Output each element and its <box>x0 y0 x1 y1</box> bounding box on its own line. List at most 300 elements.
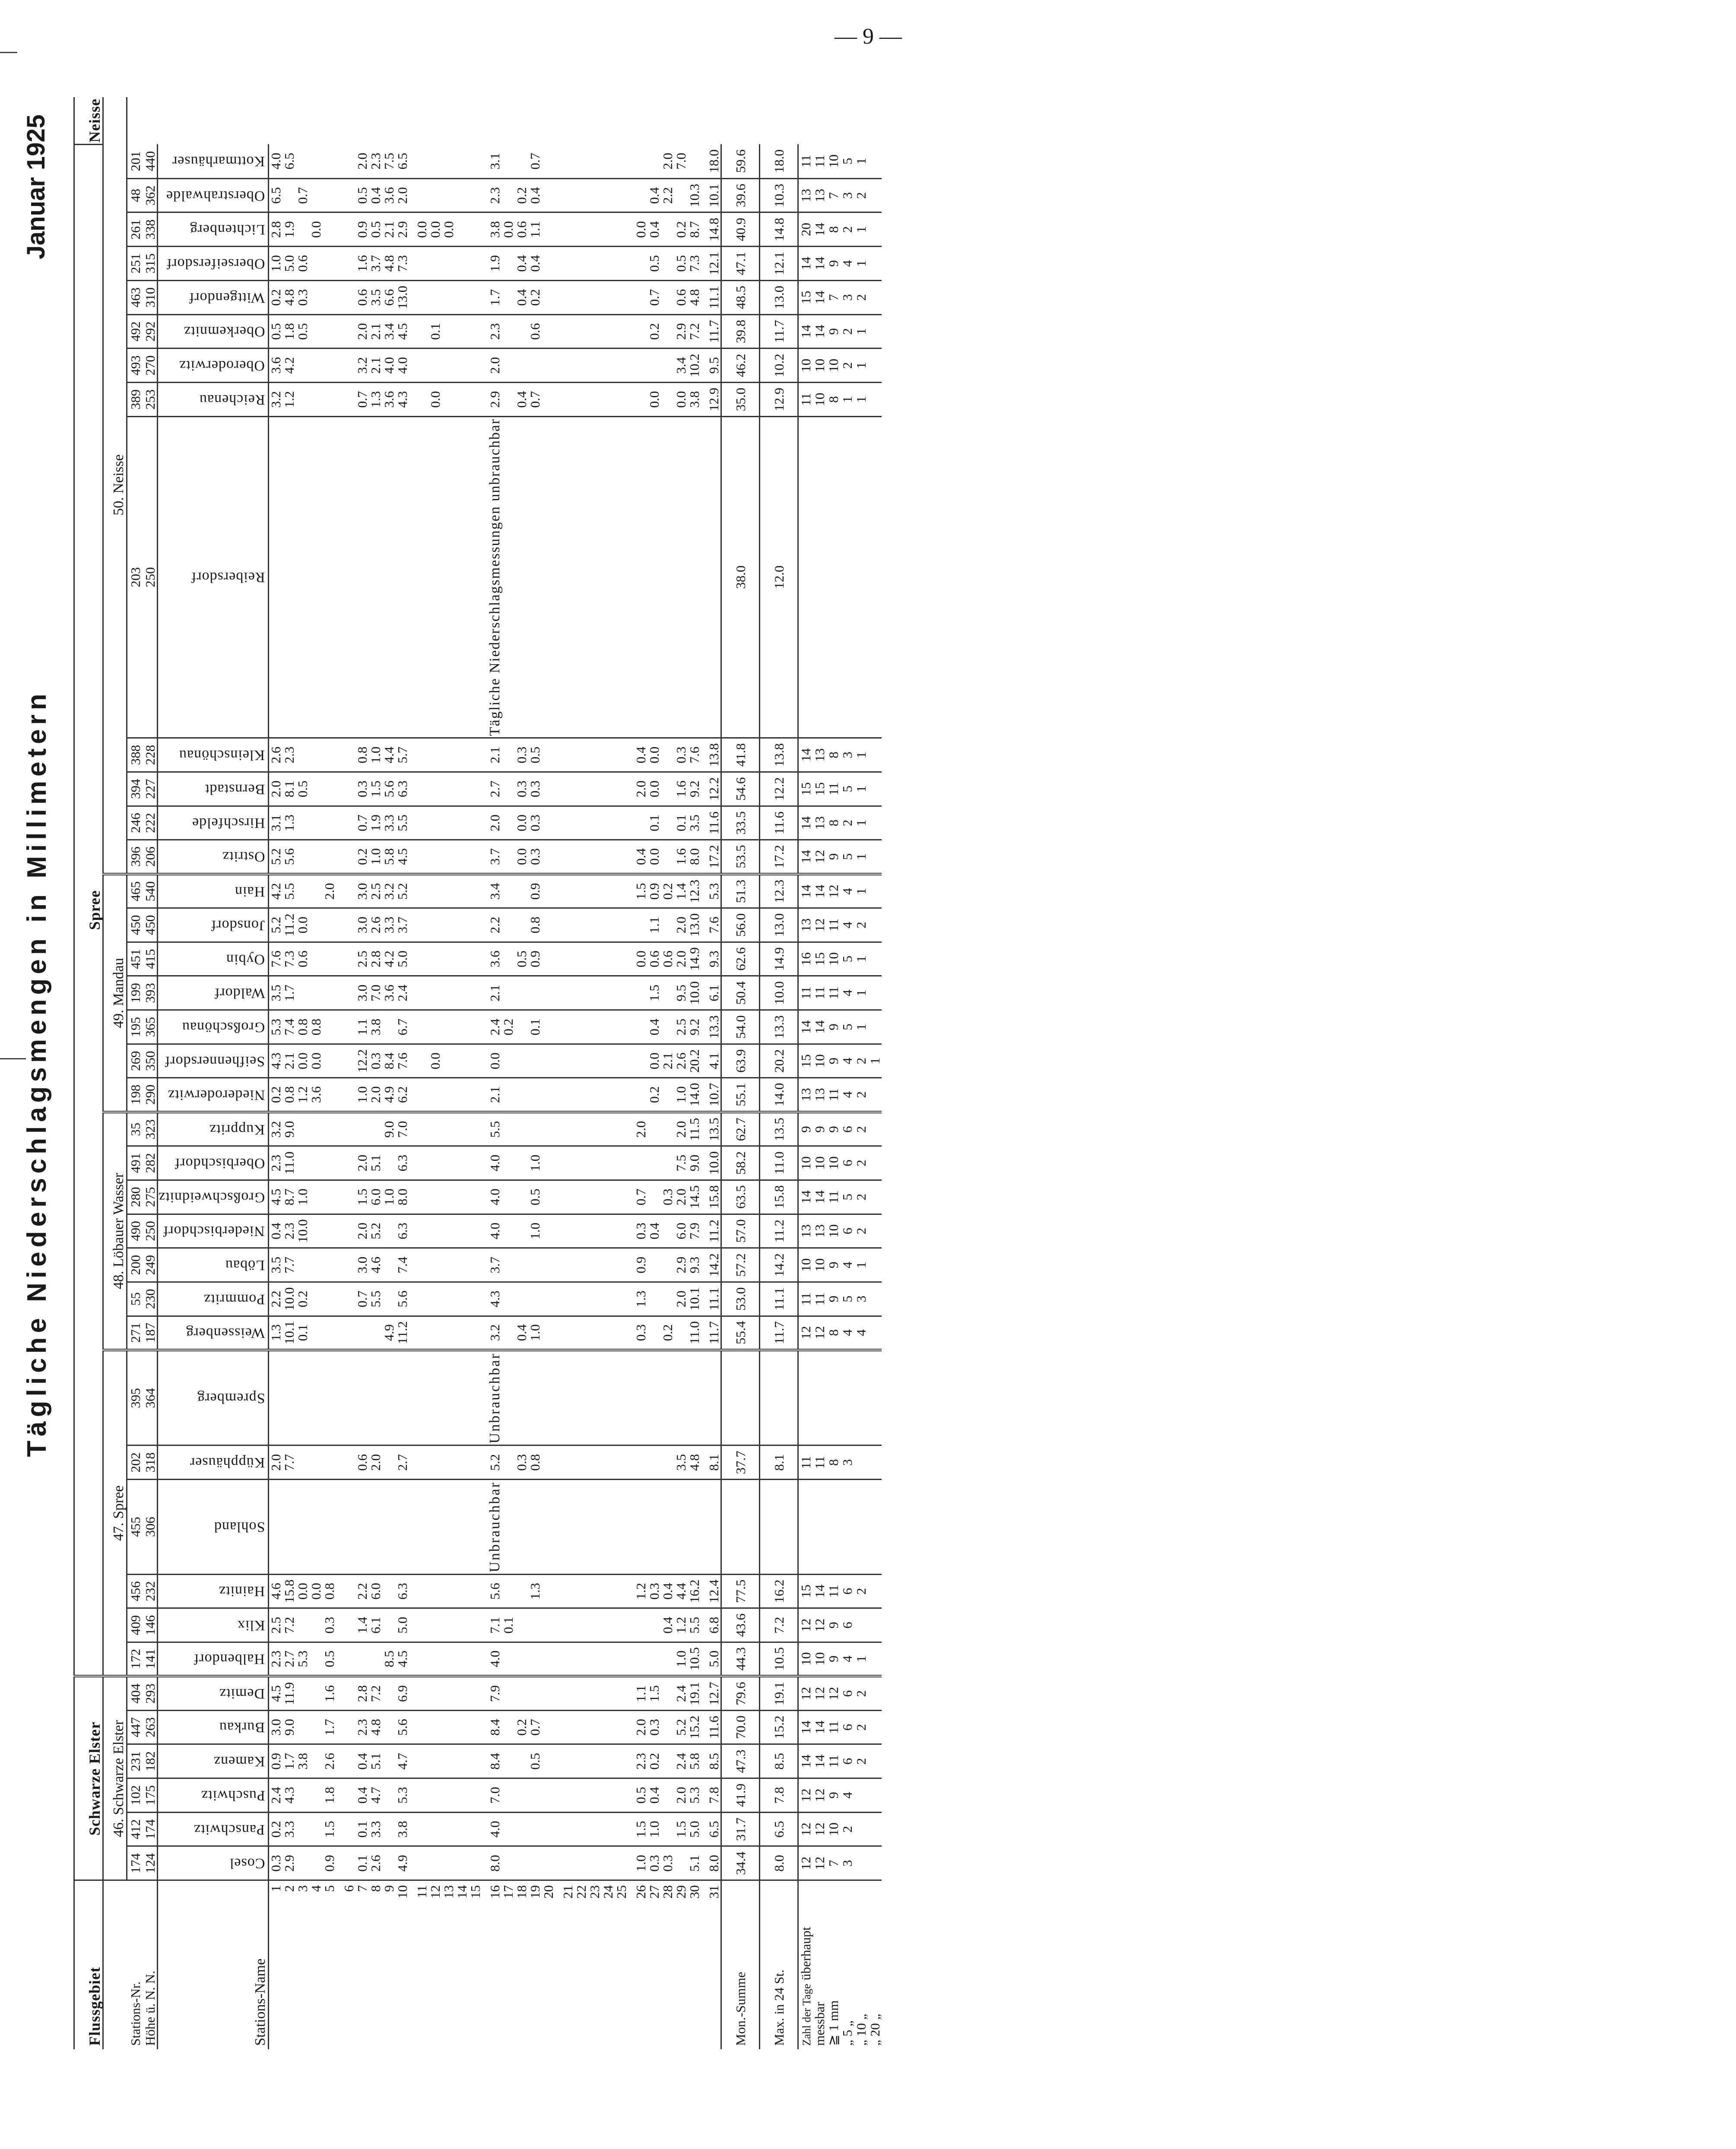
precip-value: 7.3 <box>688 247 701 281</box>
precip-value <box>615 1316 628 1350</box>
gap-cell <box>336 874 342 908</box>
precip-value <box>674 1846 688 1880</box>
precip-value <box>309 1812 323 1846</box>
precip-value: 0.0 <box>309 212 323 247</box>
precip-value <box>415 738 428 772</box>
precip-value: 3.6 <box>382 976 396 1010</box>
count-value <box>854 1350 868 1445</box>
precip-value: 8.5 <box>382 1642 396 1677</box>
precip-value <box>561 840 574 874</box>
precip-value: 6.7 <box>396 1010 409 1044</box>
count-row-label: „ 5 „ <box>839 2020 855 2046</box>
station-name-cell <box>158 212 269 247</box>
station-hoehe: 141 <box>142 1642 158 1677</box>
count-value: 2 <box>840 806 854 840</box>
precip-value: 8.0 <box>488 1846 501 1880</box>
precip-value: 10.1 <box>707 178 721 212</box>
station-nr: 251 <box>127 247 143 281</box>
station-hoehe: 350 <box>142 1044 158 1078</box>
count-value: 10 <box>826 1146 840 1180</box>
precip-value: 0.2 <box>647 314 661 349</box>
precip-value <box>415 1248 428 1282</box>
precip-value <box>415 1744 428 1778</box>
precip-value <box>574 874 588 908</box>
precip-value: 7.0 <box>674 144 688 178</box>
precip-value: 0.2 <box>515 178 528 212</box>
precip-value: 3.3 <box>282 1812 296 1846</box>
gap-cell <box>409 874 415 908</box>
precip-value: 5.6 <box>382 772 396 806</box>
precip-value: 0.0 <box>415 212 428 247</box>
precip-value <box>574 1282 588 1316</box>
precip-value: 9.0 <box>282 1710 296 1744</box>
station-nr: 174 <box>127 1846 143 1880</box>
station-hoehe: 282 <box>142 1146 158 1180</box>
basin-header: Schwarze Elster <box>74 1676 103 1880</box>
precip-value: 5.2 <box>369 1214 382 1248</box>
precip-value: 3.0 <box>355 908 369 942</box>
gap-cell <box>555 840 561 874</box>
precip-value <box>342 806 355 840</box>
precip-value: 0.1 <box>674 806 688 840</box>
station-hoehe: 293 <box>142 1676 158 1710</box>
count-value: 9 <box>826 1044 840 1078</box>
count-value: 4 <box>840 874 854 908</box>
precip-value: 12.9 <box>707 382 721 416</box>
precip-value <box>634 1044 647 1078</box>
count-value: 3 <box>840 1846 854 1880</box>
precip-value: 2.0 <box>323 874 336 908</box>
summary-value <box>721 1480 760 1574</box>
count-value: 10 <box>812 1248 826 1282</box>
precip-value <box>342 212 355 247</box>
precip-value <box>615 1812 628 1846</box>
precip-value <box>469 840 482 874</box>
summary-value <box>721 1350 760 1445</box>
precip-value: 2.0 <box>674 1180 688 1214</box>
precip-value <box>469 1214 482 1248</box>
precip-value: 1.2 <box>674 1608 688 1642</box>
gap-cell <box>555 280 561 314</box>
precip-value: 2.1 <box>488 976 501 1010</box>
precip-value: 0.6 <box>296 247 309 281</box>
precip-value: 0.0 <box>296 1574 309 1608</box>
count-value <box>812 1350 826 1445</box>
station-name-cell <box>158 738 269 772</box>
precip-value <box>561 772 574 806</box>
precip-value: 19.1 <box>688 1676 701 1710</box>
precip-value <box>369 1642 382 1677</box>
station-name-cell <box>158 806 269 840</box>
precip-value <box>469 976 482 1010</box>
precip-value <box>469 738 482 772</box>
precip-value: 4.9 <box>382 1316 396 1350</box>
count-value: 1 <box>854 382 868 416</box>
count-value: 10 <box>812 349 826 383</box>
precip-value <box>415 772 428 806</box>
station-nr: 455 <box>127 1480 143 1574</box>
precip-value: 0.3 <box>661 1180 674 1214</box>
precip-value: 7.5 <box>382 144 396 178</box>
precip-value <box>615 178 628 212</box>
precip-value <box>469 874 482 908</box>
precip-value <box>501 1778 515 1813</box>
precip-value <box>542 840 555 874</box>
precip-value: 7.2 <box>369 1676 382 1710</box>
precip-value: 11.7 <box>707 314 721 349</box>
precip-value: 7.2 <box>282 1608 296 1642</box>
summary-value: 63.9 <box>721 1044 760 1078</box>
gap-cell <box>336 1608 342 1642</box>
day-number: 11 <box>414 1885 430 1899</box>
precip-value <box>574 144 588 178</box>
precip-value <box>674 178 688 212</box>
precip-value <box>501 1214 515 1248</box>
precip-value <box>323 314 336 349</box>
precip-value <box>574 1744 588 1778</box>
precip-value: 5.0 <box>707 1642 721 1677</box>
precip-value <box>415 1078 428 1112</box>
precip-value: 3.8 <box>369 1010 382 1044</box>
summary-value: 16.2 <box>760 1574 798 1608</box>
precip-value: 0.4 <box>647 178 661 212</box>
gap-cell <box>336 212 342 247</box>
count-value <box>868 212 882 247</box>
precip-value: 2.0 <box>634 772 647 806</box>
summary-value: 7.8 <box>760 1778 798 1813</box>
station-nr: 388 <box>127 738 143 772</box>
count-value: 10 <box>826 144 840 178</box>
precip-value: 1.0 <box>674 1078 688 1112</box>
precip-value: 6.0 <box>674 1214 688 1248</box>
precip-value: 2.4 <box>269 1778 283 1813</box>
count-value: 4 <box>840 1642 854 1677</box>
precip-value: 0.2 <box>647 1744 661 1778</box>
precip-value: 0.1 <box>355 1812 369 1846</box>
precip-value <box>574 840 588 874</box>
gap-cell <box>336 806 342 840</box>
rotated-table-frame <box>22 97 1641 2049</box>
gap-cell <box>409 247 415 281</box>
precip-value <box>309 738 323 772</box>
precip-value: 20.2 <box>688 1044 701 1078</box>
precip-value: 3.5 <box>674 1445 688 1480</box>
count-value: 9 <box>826 314 840 349</box>
precip-value: 0.7 <box>528 144 542 178</box>
precip-value <box>442 1248 455 1282</box>
precip-value <box>442 1146 455 1180</box>
precip-value <box>561 1710 574 1744</box>
count-value <box>826 416 840 738</box>
count-value <box>868 738 882 772</box>
precip-value: 12.4 <box>707 1574 721 1608</box>
summary-value: 19.1 <box>760 1676 798 1710</box>
precip-value: 3.4 <box>674 349 688 383</box>
summary-value: 31.7 <box>721 1812 760 1846</box>
summary-value: 40.9 <box>721 212 760 247</box>
precip-value: 2.0 <box>634 1710 647 1744</box>
station-hoehe: 227 <box>142 772 158 806</box>
gap-cell <box>555 1146 561 1180</box>
precip-value <box>296 144 309 178</box>
precip-value <box>296 1445 309 1480</box>
precip-value: 3.7 <box>396 908 409 942</box>
gap-cell <box>336 1010 342 1044</box>
precip-value <box>501 738 515 772</box>
station-name: Reichenau <box>199 391 265 408</box>
count-value: 9 <box>826 1112 840 1146</box>
precip-value <box>588 1744 601 1778</box>
precip-value <box>415 1778 428 1813</box>
precip-value <box>323 1248 336 1282</box>
precip-value <box>469 1180 482 1214</box>
count-value <box>868 280 882 314</box>
precip-value: 1.8 <box>282 314 296 349</box>
precip-value <box>323 349 336 383</box>
precip-value: 6.5 <box>282 144 296 178</box>
station-nr: 447 <box>127 1710 143 1744</box>
precip-value: 0.1 <box>647 806 661 840</box>
precip-value <box>455 1078 469 1112</box>
precip-value <box>428 874 442 908</box>
station-name: Pommritz <box>203 1291 265 1307</box>
gap-cell <box>555 1248 561 1282</box>
day-number: 27 <box>647 1885 662 1899</box>
precip-value <box>455 1248 469 1282</box>
precip-value: 0.0 <box>428 1044 442 1078</box>
precip-value: 0.3 <box>647 1574 661 1608</box>
precip-value <box>601 280 615 314</box>
precip-value: 0.2 <box>674 212 688 247</box>
precip-value: 0.3 <box>647 1710 661 1744</box>
precip-value: 5.3 <box>296 1642 309 1677</box>
precip-value <box>574 942 588 976</box>
precip-value: 0.8 <box>282 1078 296 1112</box>
precip-value <box>442 1642 455 1677</box>
precip-value: 1.3 <box>282 806 296 840</box>
precip-value <box>515 1078 528 1112</box>
precip-value: 0.7 <box>634 1180 647 1214</box>
precip-value <box>615 806 628 840</box>
precip-value: 11.6 <box>707 806 721 840</box>
precip-value <box>542 1744 555 1778</box>
precip-value <box>588 738 601 772</box>
count-value: 1 <box>854 212 868 247</box>
summary-value: 55.4 <box>721 1316 760 1350</box>
gap-cell <box>555 1812 561 1846</box>
station-name-cell <box>158 314 269 349</box>
precip-value: 9.5 <box>674 976 688 1010</box>
precip-value: 6.2 <box>396 1078 409 1112</box>
count-value <box>812 1480 826 1574</box>
gap-cell <box>409 1044 415 1078</box>
count-value <box>798 416 813 738</box>
precip-value: 3.2 <box>269 1112 283 1146</box>
count-value <box>868 247 882 281</box>
count-value: 14 <box>798 314 813 349</box>
precip-value <box>601 349 615 383</box>
station-hoehe: 393 <box>142 976 158 1010</box>
station-name: Jonsdorf <box>211 917 265 933</box>
precip-value: 0.2 <box>269 1812 283 1846</box>
count-value <box>798 1480 813 1574</box>
precip-value <box>601 1146 615 1180</box>
station-name-cell <box>158 874 269 908</box>
precip-value: 4.3 <box>488 1282 501 1316</box>
precip-value <box>428 976 442 1010</box>
precip-value <box>415 1282 428 1316</box>
precip-value: 5.6 <box>396 1282 409 1316</box>
precip-value <box>615 1214 628 1248</box>
count-value: 2 <box>854 1574 868 1608</box>
precip-value <box>501 247 515 281</box>
precip-value <box>615 840 628 874</box>
station-name-cell <box>158 1316 269 1350</box>
station-hoehe: 292 <box>142 314 158 349</box>
precip-value: 14.8 <box>707 212 721 247</box>
count-value: 4 <box>854 1316 868 1350</box>
precip-value: 11.2 <box>396 1316 409 1350</box>
count-value: 2 <box>854 1676 868 1710</box>
count-value <box>826 1480 840 1574</box>
precip-value <box>634 1445 647 1480</box>
count-value: 14 <box>798 1010 813 1044</box>
precip-value <box>382 1846 396 1880</box>
precip-value <box>661 806 674 840</box>
summary-value: 10.5 <box>760 1642 798 1677</box>
station-name-cell <box>158 1710 269 1744</box>
day-number: 20 <box>541 1885 556 1899</box>
precip-value: 3.7 <box>488 1248 501 1282</box>
precip-value <box>515 1812 528 1846</box>
count-value: 10 <box>826 349 840 383</box>
precip-value <box>309 976 323 1010</box>
precip-value <box>528 1846 542 1880</box>
precip-value <box>342 1010 355 1044</box>
precip-value <box>588 1112 601 1146</box>
station-name: Bernstadt <box>204 781 265 797</box>
precip-value <box>382 1812 396 1846</box>
precip-value <box>442 1010 455 1044</box>
unusable-note: Unbrauchbar <box>269 1480 721 1574</box>
precip-value: 7.1 <box>488 1608 501 1642</box>
precip-value <box>442 1744 455 1778</box>
summary-value: 13.8 <box>760 738 798 772</box>
station-name-cell <box>158 1608 269 1642</box>
precip-value <box>469 1846 482 1880</box>
summary-value: 54.0 <box>721 1010 760 1044</box>
precip-value: 5.0 <box>396 942 409 976</box>
precip-value <box>588 806 601 840</box>
precip-value <box>455 1214 469 1248</box>
precip-value: 4.8 <box>369 1710 382 1744</box>
precip-value <box>588 1078 601 1112</box>
precip-value: 8.0 <box>707 1846 721 1880</box>
precip-value: 3.5 <box>269 1248 283 1282</box>
precip-value <box>542 1078 555 1112</box>
precip-value: 0.0 <box>428 382 442 416</box>
count-value <box>868 416 882 738</box>
count-value: 2 <box>854 1744 868 1778</box>
title-area <box>9 97 60 2049</box>
precip-value: 7.4 <box>282 1010 296 1044</box>
precip-value: 1.5 <box>634 1812 647 1846</box>
count-value <box>868 1574 882 1608</box>
station-hoehe: 275 <box>142 1180 158 1214</box>
precip-value: 3.0 <box>269 1710 283 1744</box>
precip-value <box>469 1710 482 1744</box>
precip-value <box>574 1180 588 1214</box>
precip-value <box>455 1574 469 1608</box>
gap-cell <box>336 1112 342 1146</box>
precip-value <box>561 806 574 840</box>
precip-value: 0.2 <box>501 1010 515 1044</box>
gap-cell <box>409 1574 415 1608</box>
precip-value <box>574 1812 588 1846</box>
count-value: 12 <box>812 1846 826 1880</box>
precip-value <box>528 976 542 1010</box>
precip-value: 0.5 <box>515 942 528 976</box>
station-nr: 246 <box>127 806 143 840</box>
count-label <box>854 1880 868 2049</box>
precip-value: 0.0 <box>674 382 688 416</box>
precip-value <box>515 314 528 349</box>
precip-value: 4.2 <box>282 349 296 383</box>
summary-value: 11.0 <box>760 1146 798 1180</box>
precip-value <box>442 1180 455 1214</box>
station-nr: 492 <box>127 314 143 349</box>
precip-value: 3.4 <box>488 874 501 908</box>
precip-value <box>442 772 455 806</box>
count-value <box>854 1846 868 1880</box>
precip-value <box>647 1146 661 1180</box>
precip-value: 13.5 <box>707 1112 721 1146</box>
count-value: 9 <box>826 1010 840 1044</box>
precip-value: 14.2 <box>707 1248 721 1282</box>
precip-value <box>415 806 428 840</box>
gap-cell <box>409 1180 415 1214</box>
precip-value <box>661 1078 674 1112</box>
summary-value: 41.9 <box>721 1778 760 1813</box>
precip-value <box>588 1710 601 1744</box>
precip-value: 0.4 <box>515 382 528 416</box>
station-hoehe: 415 <box>142 942 158 976</box>
precip-value: 1.1 <box>634 1676 647 1710</box>
precip-value <box>469 1078 482 1112</box>
precip-value: 8.0 <box>688 840 701 874</box>
summary-value: 14.8 <box>760 212 798 247</box>
summary-value: 46.2 <box>721 349 760 383</box>
count-value: 14 <box>798 1744 813 1778</box>
station-nr: 172 <box>127 1642 143 1677</box>
count-value: 12 <box>798 1812 813 1846</box>
gap-cell <box>336 976 342 1010</box>
precip-value: 0.6 <box>647 942 661 976</box>
station-nr: 200 <box>127 1248 143 1282</box>
precip-value <box>469 1112 482 1146</box>
precip-value <box>615 280 628 314</box>
gap-cell <box>336 1044 342 1078</box>
precip-value <box>342 1846 355 1880</box>
count-label <box>798 1880 813 2049</box>
count-value <box>812 416 826 738</box>
summary-value: 51.3 <box>721 874 760 908</box>
precip-value <box>542 874 555 908</box>
precip-value <box>342 1676 355 1710</box>
precip-value <box>542 1812 555 1846</box>
precip-value <box>515 1214 528 1248</box>
precip-value: 5.5 <box>369 1282 382 1316</box>
